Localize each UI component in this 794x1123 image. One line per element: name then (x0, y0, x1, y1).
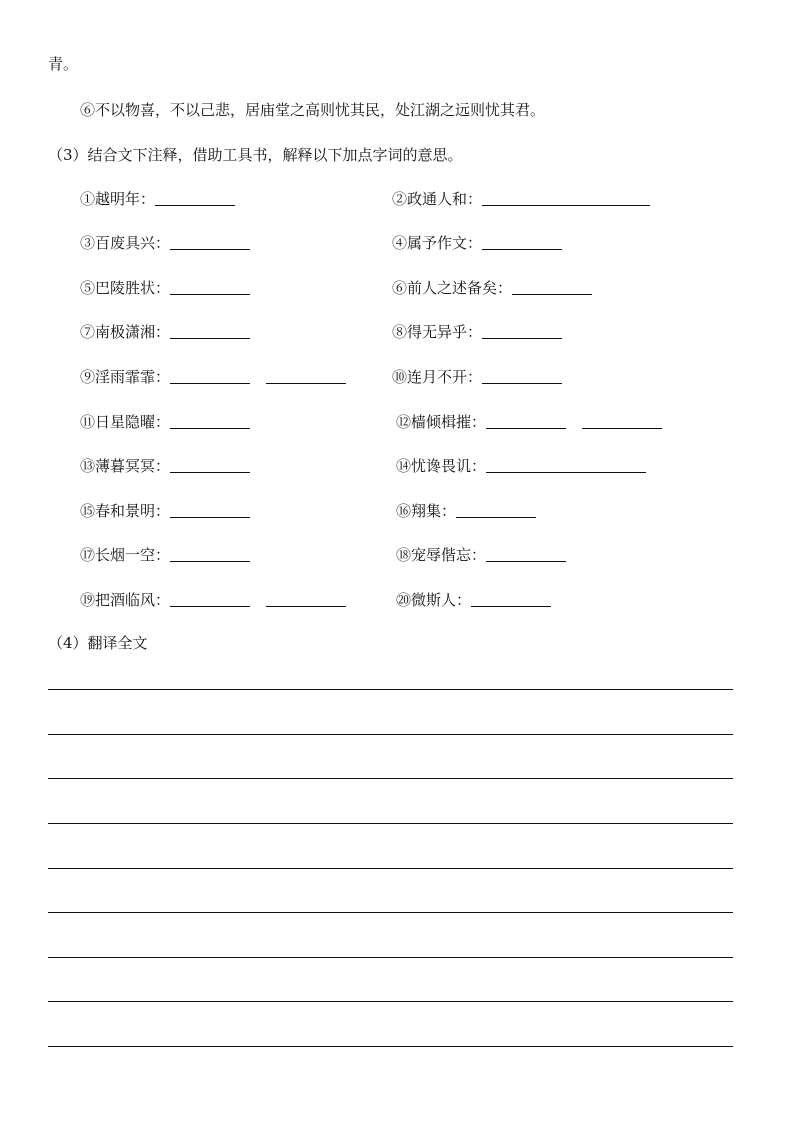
item-label: ⑧得无异乎： (392, 323, 483, 341)
item-14 (396, 455, 646, 476)
item-10 (392, 366, 562, 387)
answer-blank[interactable] (456, 516, 536, 518)
answer-blank[interactable] (471, 605, 551, 607)
item-6 (392, 277, 592, 298)
answer-blank[interactable] (170, 605, 250, 607)
writing-line[interactable] (48, 912, 733, 913)
answer-blank[interactable] (482, 204, 650, 206)
answer-blank[interactable] (170, 427, 250, 429)
answer-blank[interactable] (170, 337, 250, 339)
answer-blank[interactable] (486, 560, 566, 562)
writing-line[interactable] (48, 868, 733, 869)
answer-blank[interactable] (170, 293, 250, 295)
item-19 (80, 589, 346, 610)
section-3-title: （3）结合文下注释，借助工具书，解释以下加点字词的意思。 (48, 146, 463, 164)
answer-blank[interactable] (170, 560, 250, 562)
item-5 (80, 277, 250, 298)
item-11 (80, 411, 250, 432)
writing-line[interactable] (48, 778, 733, 779)
item-17 (80, 544, 250, 565)
item-18 (396, 544, 566, 565)
item-label: ⑩连月不开： (392, 368, 483, 386)
item-1 (80, 188, 235, 209)
writing-line[interactable] (48, 1046, 733, 1047)
writing-line[interactable] (48, 689, 733, 690)
item-label: ①越明年： (80, 190, 156, 208)
answer-blank[interactable] (170, 471, 250, 473)
answer-blank[interactable] (486, 427, 566, 429)
item-7 (80, 321, 250, 342)
item-label: ⑥前人之述备矣： (392, 279, 513, 297)
answer-blank[interactable] (170, 248, 250, 250)
item-20 (396, 589, 551, 610)
answer-blank[interactable] (486, 471, 646, 473)
answer-blank[interactable] (482, 337, 562, 339)
item-2 (392, 188, 650, 209)
answer-blank-2[interactable] (582, 427, 662, 429)
item-label: ⑱宠辱偕忘： (396, 546, 487, 564)
item-13 (80, 455, 250, 476)
answer-blank-2[interactable] (266, 605, 346, 607)
item-label: ⑮春和景明： (80, 502, 171, 520)
item-8 (392, 321, 562, 342)
item-12 (396, 411, 662, 432)
answer-blank[interactable] (170, 382, 250, 384)
item-label: ②政通人和： (392, 190, 483, 208)
writing-line[interactable] (48, 957, 733, 958)
item-label: ⑦南极潇湘： (80, 323, 171, 341)
item-3 (80, 232, 250, 253)
item-label: ⑤巴陵胜状： (80, 279, 171, 297)
answer-blank[interactable] (482, 382, 562, 384)
item-15 (80, 500, 250, 521)
answer-blank[interactable] (512, 293, 592, 295)
item-label: ⑬薄暮冥冥： (80, 457, 171, 475)
item-label: ⑫樯倾楫摧： (396, 413, 487, 431)
section-4-title: （4）翻译全文 (48, 634, 148, 652)
item-label: ⑨淫雨霏霏： (80, 368, 171, 386)
writing-line[interactable] (48, 734, 733, 735)
item-label: ⑳微斯人： (396, 591, 472, 609)
item-label: ⑯翔集： (396, 502, 457, 520)
answer-blank[interactable] (482, 248, 562, 250)
item-label: ⑰长烟一空： (80, 546, 171, 564)
item-16 (396, 500, 536, 521)
writing-line[interactable] (48, 823, 733, 824)
item-9 (80, 366, 346, 387)
item-label: ⑭忧谗畏讥： (396, 457, 487, 475)
answer-blank[interactable] (170, 516, 250, 518)
answer-blank-2[interactable] (266, 382, 346, 384)
answer-blank[interactable] (155, 204, 235, 206)
writing-line[interactable] (48, 1001, 733, 1002)
intro-line-1: 青。 (48, 55, 79, 73)
intro-line-2: ⑥不以物喜，不以己悲，居庙堂之高则忧其民，处江湖之远则忧其君。 (80, 101, 546, 119)
item-4 (392, 232, 562, 253)
item-label: ③百废具兴： (80, 234, 171, 252)
item-label: ⑪日星隐曜： (80, 413, 171, 431)
item-label: ⑲把酒临风： (80, 591, 171, 609)
item-label: ④属予作文： (392, 234, 483, 252)
